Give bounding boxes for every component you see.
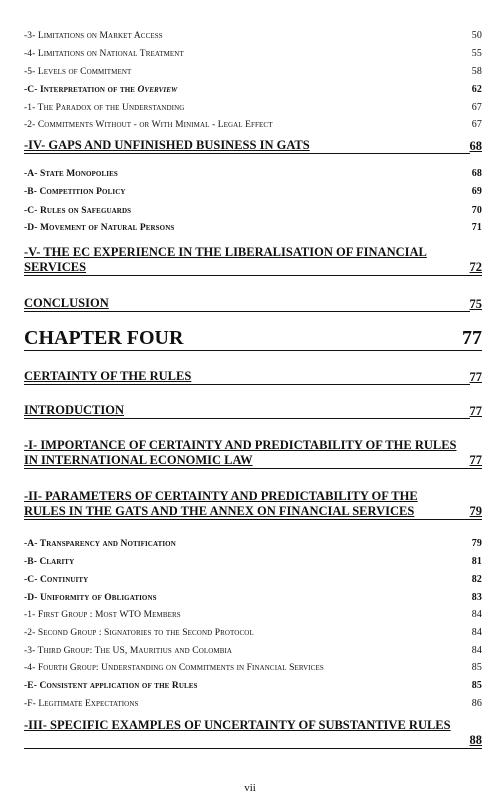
toc-heading-page: 77 [469, 404, 482, 418]
toc-entry [24, 66, 482, 77]
toc-heading [24, 138, 482, 154]
toc-entry-title: -A- Transparency and Notification [24, 539, 176, 549]
toc-entry-page: 81 [471, 556, 482, 567]
toc-heading-title: INTRODUCTION [24, 403, 470, 419]
toc-entry-title-emphasis: Overview [137, 85, 178, 95]
toc-heading-line2 [24, 453, 482, 469]
toc-heading-title-line2: SERVICES [24, 260, 87, 274]
toc-heading-title: CERTAINTY OF THE RULES [24, 369, 470, 385]
chapter-title: CHAPTER FOUR [24, 327, 184, 349]
toc-heading-title: -IV- GAPS AND UNFINISHED BUSINESS IN GATS [24, 138, 470, 154]
toc-entry [24, 205, 482, 216]
toc-entry [24, 538, 482, 549]
toc-entry-title [24, 85, 472, 95]
toc-entry [24, 698, 482, 709]
toc-entry [24, 662, 482, 673]
toc-entry-title: -2- Commitments Without - or With Minimal - Legal Effect [24, 120, 273, 130]
toc-heading [24, 489, 482, 520]
toc-entry [24, 222, 482, 233]
toc-entry-title: -3- Third Group: The US, Mauritius and Colombia [24, 646, 233, 656]
toc-entry [24, 48, 482, 59]
toc-entry-title: -1- First Group : Most WTO Members [24, 610, 181, 620]
toc-heading-title-line1: -II- PARAMETERS OF CERTAINTY AND PREDICTABILITY OF THE [24, 489, 418, 503]
toc-entry-title: -A- State Monopolies [24, 169, 118, 179]
toc-entry-page: 50 [471, 30, 482, 41]
toc-entry-title: -1- The Paradox of the Understanding [24, 103, 185, 113]
toc-entry-page: 82 [471, 574, 482, 585]
toc-entry [24, 609, 482, 620]
toc-entry-title: -3- Limitations on Market Access [24, 31, 163, 41]
toc-entry-title: -5- Levels of Commitment [24, 67, 132, 77]
toc-entry-title: -F- Legitimate Expectations [24, 699, 139, 709]
toc-entry-page: 67 [471, 119, 482, 130]
toc-entry-title: -D- Uniformity of Obligations [24, 593, 157, 603]
toc-entry [24, 592, 482, 603]
toc-entry-title: -D- Movement of Natural Persons [24, 223, 175, 233]
chapter-heading [24, 327, 482, 351]
toc-heading-line2 [24, 504, 482, 520]
toc-entry-page: 68 [471, 168, 482, 179]
toc-entry [24, 102, 482, 113]
toc-heading [24, 718, 482, 749]
toc-heading-page: 75 [469, 297, 482, 311]
toc-heading-title-line1: -I- IMPORTANCE OF CERTAINTY AND PREDICTABILITY OF THE RULES [24, 438, 457, 452]
toc-heading-page: 68 [469, 139, 482, 153]
toc-heading-title-line2: RULES IN THE GATS AND THE ANNEX ON FINANCIAL SERVICES [24, 504, 415, 518]
toc-entry-page: 62 [471, 84, 482, 95]
toc-entry-page: 84 [471, 645, 482, 656]
toc-heading [24, 403, 482, 419]
toc-heading [24, 438, 482, 469]
toc-entry-title: -4- Fourth Group: Understanding on Commitments in Financial Services [24, 663, 324, 673]
toc-entry [24, 680, 482, 691]
toc-entry-page: 67 [471, 102, 482, 113]
toc-entry [24, 645, 482, 656]
toc-heading-page: 72 [469, 260, 482, 274]
toc-entry [24, 168, 482, 179]
toc-heading [24, 245, 482, 276]
toc-entry-page: 84 [471, 609, 482, 620]
toc-entry [24, 627, 482, 638]
toc-entry [24, 574, 482, 585]
toc-entry [24, 84, 482, 95]
toc-entry-page: 85 [471, 662, 482, 673]
toc-heading-line2 [24, 733, 482, 749]
toc-entry [24, 186, 482, 197]
toc-entry-title: -2- Second Group : Signatories to the Second Protocol [24, 628, 254, 638]
toc-entry-title-main: -C- Interpretation of the [24, 85, 138, 95]
toc-entry-title: -B- Clarity [24, 557, 75, 567]
toc-entry-page: 79 [471, 538, 482, 549]
toc-entry-page: 70 [471, 205, 482, 216]
toc-entry-page: 55 [471, 48, 482, 59]
toc-entry [24, 556, 482, 567]
toc-heading-title-line2: IN INTERNATIONAL ECONOMIC LAW [24, 453, 253, 467]
toc-entry-title: -C- Rules on Safeguards [24, 206, 132, 216]
toc-heading-title-line1: -V- THE EC EXPERIENCE IN THE LIBERALISATION OF FINANCIAL [24, 245, 427, 259]
toc-entry [24, 30, 482, 41]
toc-heading-line2 [24, 260, 482, 276]
toc-heading-page: 77 [469, 370, 482, 384]
toc-heading [24, 296, 482, 312]
toc-entry-page: 71 [471, 222, 482, 233]
toc-entry-page: 83 [471, 592, 482, 603]
toc-entry-page: 58 [471, 66, 482, 77]
chapter-page: 77 [462, 327, 482, 349]
page-number: vii [244, 782, 256, 794]
toc-entry-page: 84 [471, 627, 482, 638]
toc-entry-page: 86 [471, 698, 482, 709]
toc-heading [24, 369, 482, 385]
toc-heading-page: 79 [469, 504, 482, 518]
toc-entry-title: -C- Continuity [24, 575, 89, 585]
toc-heading-page: 77 [469, 453, 482, 467]
toc-entry-page: 85 [471, 680, 482, 691]
toc-heading-page: 88 [469, 733, 482, 747]
toc-entry-title: -B- Competition Policy [24, 187, 126, 197]
toc-heading-title: CONCLUSION [24, 296, 470, 312]
toc-entry-title: -4- Limitations on National Treatment [24, 49, 184, 59]
toc-entry [24, 119, 482, 130]
toc-heading-title-line1: -III- SPECIFIC EXAMPLES OF UNCERTAINTY OF SUBSTANTIVE RULES [24, 718, 451, 732]
toc-entry-page: 69 [471, 186, 482, 197]
toc-entry-title: -E- Consistent application of the Rules [24, 681, 198, 691]
